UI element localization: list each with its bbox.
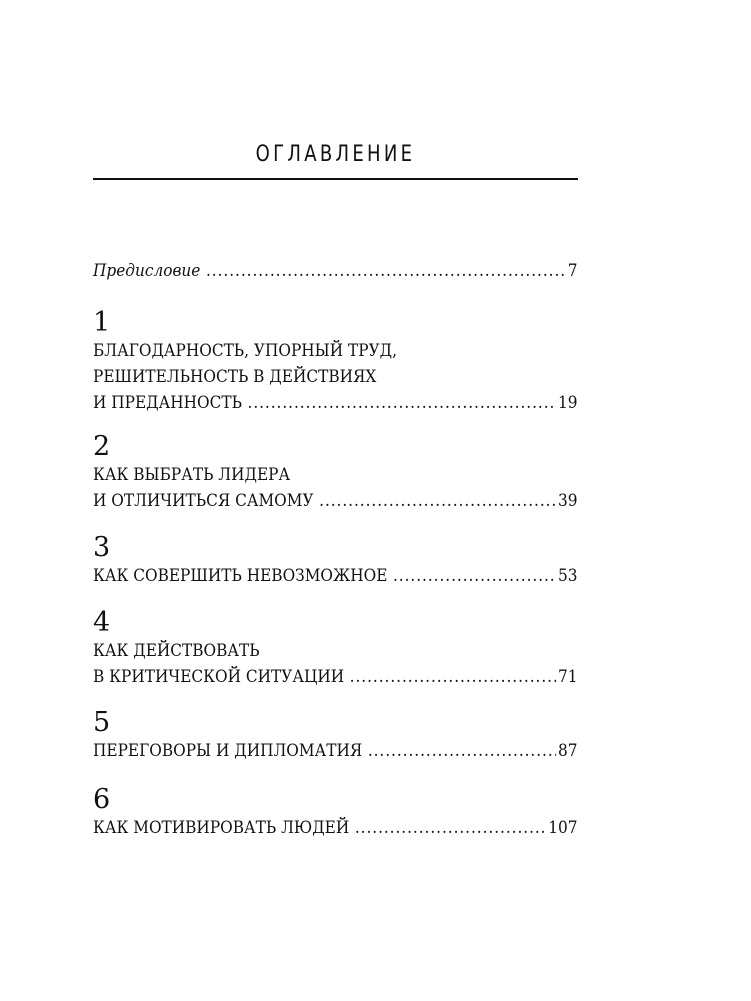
chapter-number: 6 [93, 784, 111, 815]
page-number: 39 [558, 491, 578, 510]
title-divider [93, 178, 578, 180]
chapter-number: 3 [93, 532, 111, 563]
toc-entry-chapter-5[interactable] [93, 708, 578, 764]
page-number: 19 [558, 393, 578, 412]
chapter-number: 1 [93, 307, 111, 338]
toc-entry-chapter-2[interactable] [93, 432, 578, 514]
entry-title-line: КАК СОВЕРШИТЬ НЕВОЗМОЖНОЕ [93, 566, 388, 585]
page-number: 107 [548, 818, 578, 837]
entry-title-line: КАК ДЕЙСТВОВАТЬ [93, 641, 260, 660]
entry-title-line: ПЕРЕГОВОРЫ И ДИПЛОМАТИЯ [93, 741, 363, 760]
entry-title-line: КАК МОТИВИРОВАТЬ ЛЮДЕЙ [93, 818, 350, 837]
entry-title-line: РЕШИТЕЛЬНОСТЬ В ДЕЙСТВИЯХ [93, 367, 377, 386]
dot-leader [368, 738, 556, 764]
dot-leader [206, 258, 566, 284]
dot-leader [350, 664, 556, 690]
entry-title-line: БЛАГОДАРНОСТЬ, УПОРНЫЙ ТРУД, [93, 341, 398, 360]
page-number: 7 [567, 261, 578, 280]
page-number: 53 [558, 566, 578, 585]
entry-title-line: И ПРЕДАННОСТЬ [93, 393, 242, 412]
chapter-number: 4 [93, 607, 111, 638]
toc-entry-chapter-1[interactable] [93, 308, 578, 416]
page-number: 87 [558, 741, 578, 760]
toc-entry-chapter-6[interactable] [93, 785, 578, 841]
dot-leader [248, 390, 557, 416]
entry-title-line: В КРИТИЧЕСКОЙ СИТУАЦИИ [93, 667, 345, 686]
entry-title-line: И ОТЛИЧИТЬСЯ САМОМУ [93, 491, 314, 510]
entry-title-line: КАК ВЫБРАТЬ ЛИДЕРА [93, 465, 291, 484]
page-title: ОГЛАВЛЕНИЕ [255, 142, 416, 167]
chapter-number: 2 [93, 431, 111, 462]
entry-title: Предисловие [93, 261, 201, 280]
toc-entry-preface[interactable] [93, 258, 578, 284]
dot-leader [393, 563, 556, 589]
page-number: 71 [558, 667, 578, 686]
chapter-number: 5 [93, 707, 111, 738]
toc-entry-chapter-3[interactable] [93, 533, 578, 589]
dot-leader [355, 815, 547, 841]
dot-leader [319, 488, 556, 514]
toc-entry-chapter-4[interactable] [93, 608, 578, 690]
